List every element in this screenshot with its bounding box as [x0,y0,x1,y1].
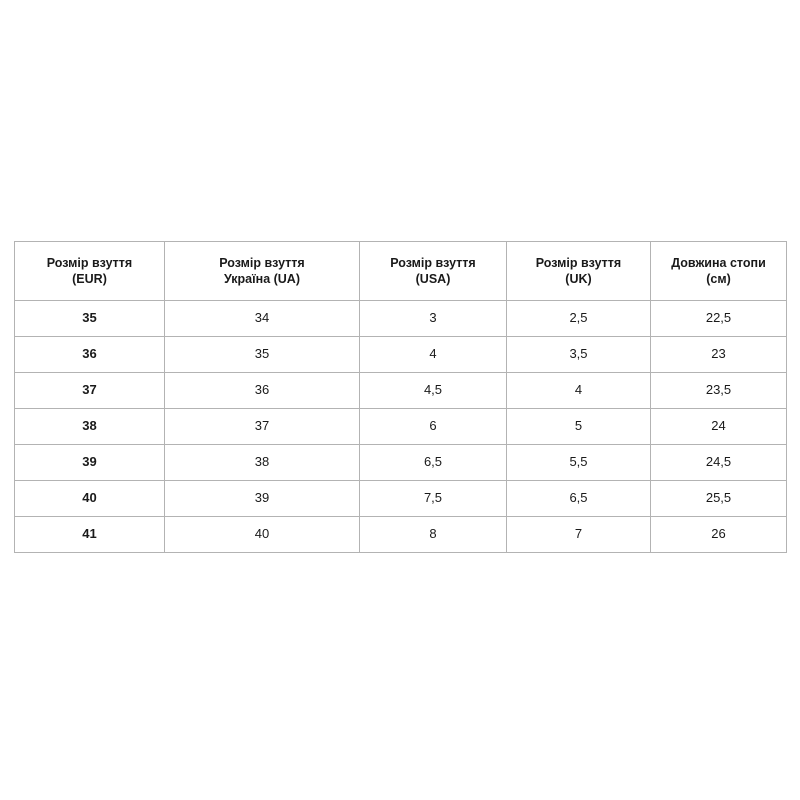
table-row [15,445,787,481]
cell-usa: 6,5 [360,445,507,481]
cell-uk: 2,5 [507,301,651,337]
cell-uk: 6,5 [507,481,651,517]
column-header-foot-length-line2: (см) [706,272,731,286]
cell-foot-length: 24 [651,409,787,445]
table-row [15,337,787,373]
cell-usa: 4 [360,337,507,373]
column-header-eur-line2: (EUR) [72,272,107,286]
cell-eur: 35 [15,301,165,337]
column-header-foot-length-line1: Довжина стопи [671,255,766,270]
cell-uk: 3,5 [507,337,651,373]
table-row [15,373,787,409]
cell-eur: 41 [15,517,165,553]
column-header-uk-line2: (UK) [565,272,592,286]
column-header-ua [165,242,360,301]
cell-eur: 38 [15,409,165,445]
table-body [15,301,787,553]
cell-ua: 39 [165,481,360,517]
cell-foot-length: 24,5 [651,445,787,481]
cell-ua: 38 [165,445,360,481]
table-header-row [15,242,787,301]
cell-uk: 5,5 [507,445,651,481]
cell-uk: 7 [507,517,651,553]
table-row [15,301,787,337]
cell-eur: 36 [15,337,165,373]
column-header-eur-line1: Розмір взуття [46,255,133,270]
cell-ua: 40 [165,517,360,553]
column-header-ua-line2: Україна (UA) [223,272,300,286]
cell-usa: 8 [360,517,507,553]
column-header-usa-line2: (USA) [415,272,451,286]
cell-foot-length: 22,5 [651,301,787,337]
table-row [15,409,787,445]
cell-uk: 4 [507,373,651,409]
cell-ua: 35 [165,337,360,373]
table-header [15,242,787,301]
cell-usa: 4,5 [360,373,507,409]
cell-foot-length: 25,5 [651,481,787,517]
cell-usa: 3 [360,301,507,337]
size-chart-container [14,241,786,553]
cell-ua: 34 [165,301,360,337]
cell-eur: 39 [15,445,165,481]
cell-eur: 40 [15,481,165,517]
cell-foot-length: 26 [651,517,787,553]
cell-usa: 6 [360,409,507,445]
cell-ua: 36 [165,373,360,409]
table-row [15,517,787,553]
cell-foot-length: 23 [651,337,787,373]
column-header-ua-line1: Розмір взуття [219,255,305,270]
shoe-size-table [14,241,787,553]
column-header-uk [507,242,651,301]
cell-foot-length: 23,5 [651,373,787,409]
column-header-foot-length [651,242,787,301]
cell-eur: 37 [15,373,165,409]
table-row [15,481,787,517]
cell-uk: 5 [507,409,651,445]
column-header-eur [15,242,165,301]
column-header-usa-line1: Розмір взуття [390,255,476,270]
cell-usa: 7,5 [360,481,507,517]
cell-ua: 37 [165,409,360,445]
column-header-uk-line1: Розмір взуття [535,255,622,270]
column-header-usa [360,242,507,301]
